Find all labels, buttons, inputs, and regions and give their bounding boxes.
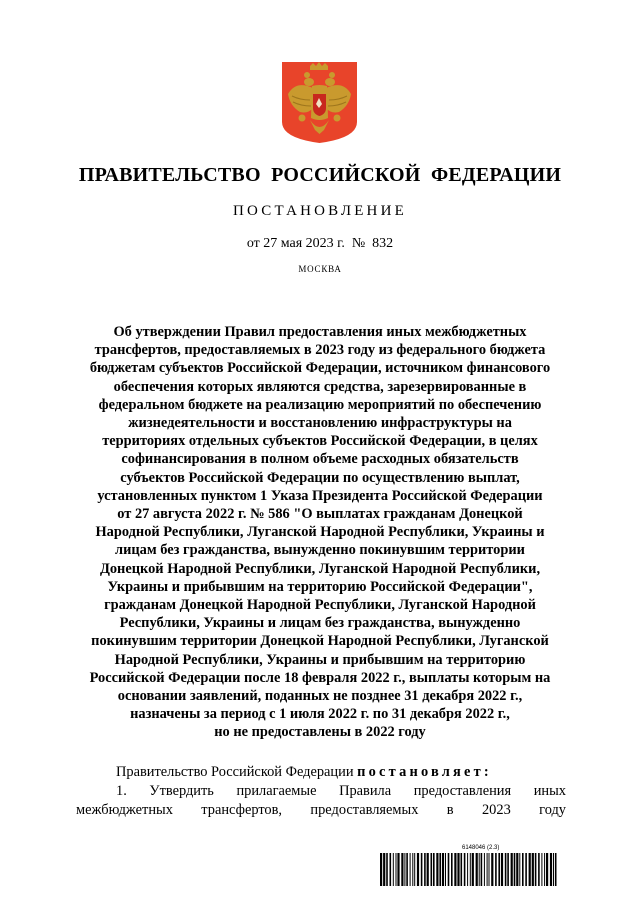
paragraph-1-line-2: межбюджетных трансфертов, предоставляемых в 2023 году [76, 802, 566, 818]
title-line: Донецкой Народной Республики, Луганской Народной Республики, [99, 560, 541, 577]
decree-title [60, 323, 580, 742]
title-line: Российской Федерации после 18 февраля 2022 г., выплаты которым на [89, 669, 551, 686]
title-line: федеральном бюджете на реализацию мероприятий по обеспечению [98, 396, 542, 413]
title-line: но не предоставлены в 2022 году [214, 724, 426, 741]
resolves-word: постановляет: [357, 764, 492, 780]
title-line: назначены за период с 1 июля 2022 г. по 31 декабря 2022 г., [130, 706, 510, 723]
title-line: лицам без гражданства, вынужденно покинувшим территории [115, 542, 525, 559]
paragraph-1-line-1: 1. Утвердить прилагаемые Правила предоставления иных [116, 783, 566, 799]
document-code: 6148046 (2.3) [462, 845, 500, 851]
title-line: софинансирования в полном объеме расходных обязательств [121, 451, 519, 468]
title-line: бюджетам субъектов Российской Федерации, источником финансового [89, 360, 551, 377]
title-line: Народной Республики, Луганской Народной Республики, Украины и [95, 524, 545, 541]
title-line: гражданам Донецкой Народной Республики, Луганской Народной [104, 597, 536, 614]
title-line: от 27 августа 2022 г. № 586 "О выплатах гражданам Донецкой [117, 506, 523, 523]
title-line: обеспечения которых являются средства, зарезервированные в [113, 378, 527, 395]
government-name: ПРАВИТЕЛЬСТВО РОССИЙСКОЙ ФЕДЕРАЦИИ [78, 164, 562, 186]
title-line: основании заявлений, поданных не позднее 31 декабря 2022 г., [117, 688, 523, 705]
resolution-lead: Правительство Российской Федерации [116, 764, 354, 780]
title-line: Республики, Украины и лицам без гражданства, вынужденно [119, 615, 521, 632]
title-line: территориях отдельных субъектов Российской Федерации, в целях [102, 433, 538, 450]
title-line: Украины и прибывшим на территорию Российской Федерации", [107, 578, 533, 595]
paragraph-1 [76, 782, 566, 820]
decree-type: ПОСТАНОВЛЕНИЕ [233, 203, 407, 219]
title-line: Народной Республики, Украины и прибывшим на территорию [114, 651, 526, 668]
city: МОСКВА [298, 264, 342, 274]
decree-date-number: от 27 мая 2023 г. № 832 [246, 236, 394, 251]
title-line: жизнедеятельности и восстановлению инфраструктуры на [128, 415, 512, 432]
barcode-icon [380, 853, 558, 886]
title-line: субъектов Российской Федерации по осуществлению выплат, [120, 469, 520, 486]
coat-of-arms-icon [280, 60, 359, 144]
title-line: покинувшим территории Донецкой Народной Республики, Луганской [91, 633, 549, 650]
title-line: трансфертов, предоставляемых в 2023 году из федерального бюджета [94, 342, 546, 359]
title-line: установленных пунктом 1 Указа Президента Российской Федерации [97, 487, 543, 504]
resolution-intro [76, 763, 566, 782]
title-line: Об утверждении Правил предоставления иных межбюджетных [113, 324, 527, 340]
